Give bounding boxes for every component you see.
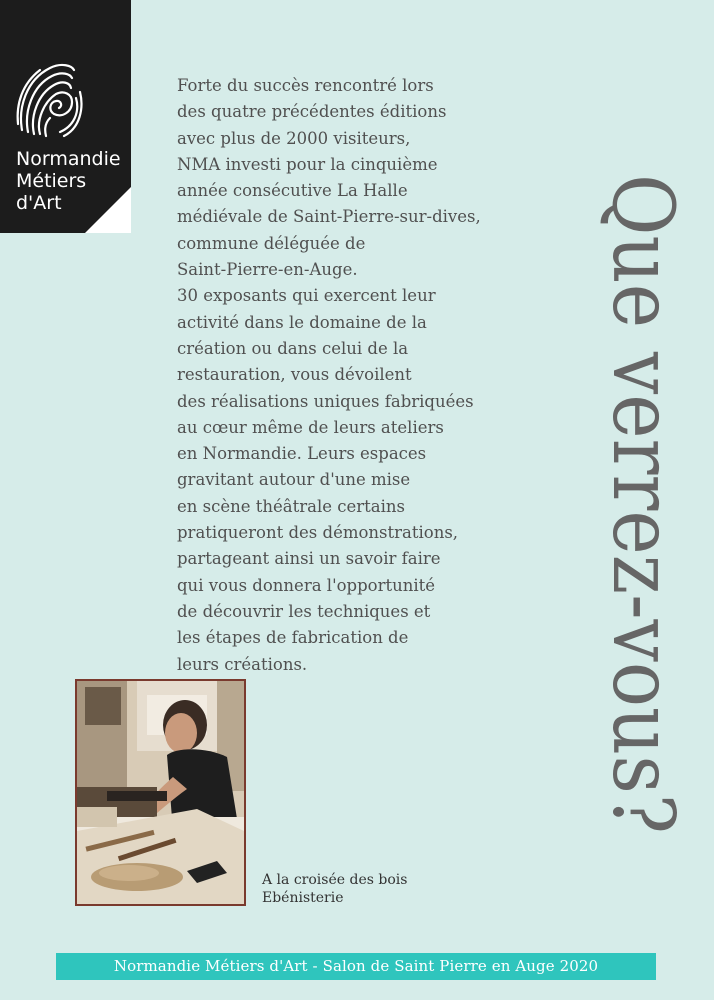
intro-paragraph: [177, 73, 537, 678]
paragraph-line: en Normandie. Leurs espaces: [177, 444, 427, 464]
paragraph-line: les étapes de fabrication de: [177, 628, 409, 648]
paragraph-line: en scène théâtrale certains: [177, 496, 405, 516]
paragraph-line: création ou dans celui de la: [177, 338, 409, 358]
paragraph-line: des réalisations uniques fabriquées: [177, 391, 474, 411]
caption-subtitle: Ebénisterie: [262, 890, 344, 906]
paragraph-line: Forte du succès rencontré lors: [177, 76, 434, 95]
paragraph-line: NMA investi pour la cinquième: [177, 154, 438, 174]
paragraph-line: leurs créations.: [177, 654, 308, 674]
vertical-title-text: Que verrez-vous?: [594, 174, 692, 914]
brand-name-line: Métiers: [16, 170, 87, 192]
paragraph-line: activité dans le domaine de la: [177, 312, 427, 332]
paragraph-line: pratiqueront des démonstrations,: [177, 523, 459, 543]
paragraph-line: au cœur même de leurs ateliers: [177, 417, 444, 437]
paragraph-line: avec plus de 2000 visiteurs,: [177, 128, 411, 148]
paragraph-line: médiévale de Saint-Pierre-sur-dives,: [177, 207, 481, 227]
spiral-fingerprint-icon: [14, 58, 84, 140]
paragraph-line: année consécutive La Halle: [177, 181, 408, 201]
paragraph-line: restauration, vous dévoilent: [177, 365, 412, 385]
paragraph-line: partageant ainsi un savoir faire: [177, 549, 441, 569]
logo-corner-fold: [85, 187, 131, 233]
photo-caption: [262, 871, 407, 907]
footer-banner: Normandie Métiers d'Art - Salon de Saint Pierre en Auge 2020: [56, 953, 656, 980]
paragraph-line: gravitant autour d'une mise: [177, 470, 411, 490]
caption-title: A la croisée des bois: [262, 872, 408, 888]
vertical-page-title: [582, 170, 702, 914]
brand-name-line: Normandie: [16, 148, 121, 170]
woodworker-photo-icon: [77, 681, 244, 904]
paragraph-line: Saint-Pierre-en-Auge.: [177, 260, 358, 280]
paragraph-line: qui vous donnera l'opportunité: [177, 575, 436, 595]
paragraph-line: 30 exposants qui exercent leur: [177, 286, 436, 306]
paragraph-line: des quatre précédentes éditions: [177, 102, 447, 122]
paragraph-line: commune déléguée de: [177, 233, 366, 253]
brand-logo: [0, 0, 131, 233]
woodworker-photo: [75, 679, 246, 906]
brand-name-line: d'Art: [16, 192, 62, 214]
paragraph-line: de découvrir les techniques et: [177, 601, 431, 621]
